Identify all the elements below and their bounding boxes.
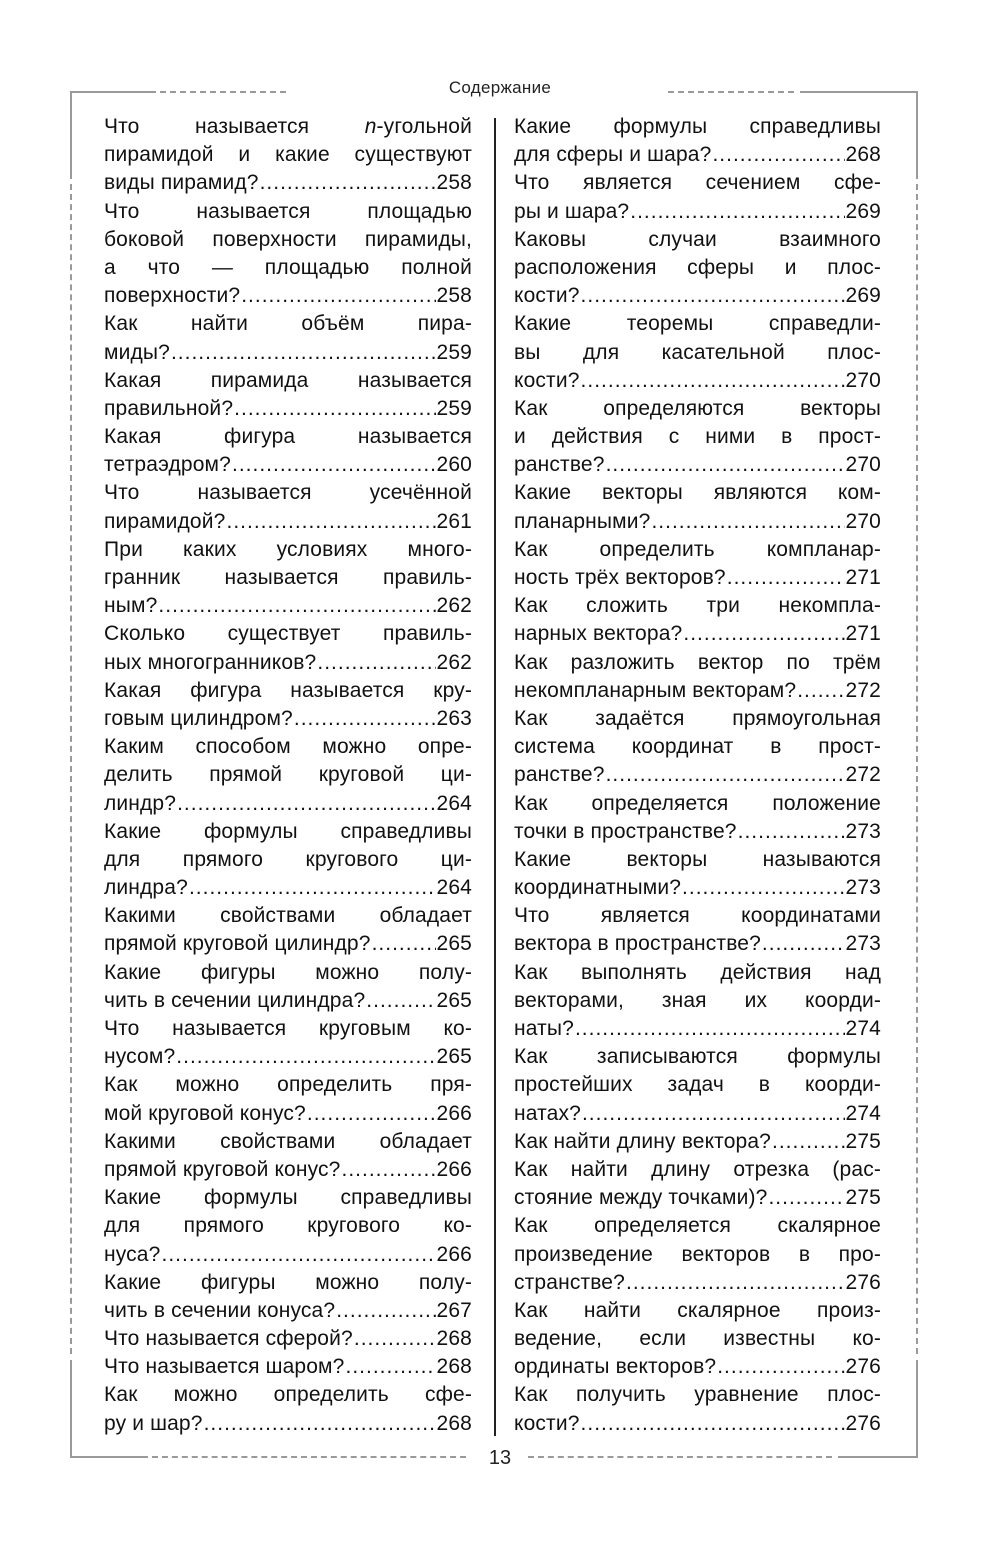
toc-entry-title: Как найти длину вектора? bbox=[514, 1129, 772, 1153]
dot-leader bbox=[772, 1128, 844, 1156]
toc-entry-title: странстве? bbox=[514, 1270, 625, 1294]
dot-leader bbox=[177, 790, 435, 818]
frame-top-left-dashed bbox=[160, 91, 286, 93]
toc-entry-page: 265 bbox=[436, 1045, 472, 1069]
toc-entry-last-line bbox=[104, 930, 472, 958]
toc-entry[interactable] bbox=[104, 1128, 472, 1184]
toc-entry[interactable] bbox=[514, 1297, 881, 1382]
toc-entry-last-line bbox=[104, 1353, 472, 1381]
toc-entry-page: 276 bbox=[845, 1270, 881, 1294]
frame-top-left-solid bbox=[70, 91, 156, 93]
toc-entry-line: Какая пирамида называется bbox=[104, 368, 472, 392]
toc-entry-title: нуса? bbox=[104, 1242, 161, 1266]
toc-entry-last-line bbox=[104, 592, 472, 620]
column-separator bbox=[494, 118, 496, 1436]
toc-entry-line: Что называется площадью bbox=[104, 199, 472, 223]
toc-entry-title: кости? bbox=[514, 368, 580, 392]
toc-entry-title: координатными? bbox=[514, 876, 682, 900]
dot-leader bbox=[161, 1241, 435, 1269]
toc-entry[interactable] bbox=[514, 705, 881, 790]
toc-entry-page: 268 bbox=[436, 1355, 472, 1379]
toc-entry-title: ность трёх векторов? bbox=[514, 566, 726, 589]
toc-entry-title: Что называется шаром? bbox=[104, 1355, 345, 1379]
toc-entry-last-line bbox=[104, 1297, 472, 1325]
toc-entry-line: Какая фигура называется bbox=[104, 425, 472, 449]
toc-entry[interactable] bbox=[514, 790, 881, 846]
toc-entry-line: Какие теоремы справедли- bbox=[514, 312, 881, 336]
dot-leader bbox=[738, 818, 845, 846]
dot-leader bbox=[581, 282, 845, 310]
toc-entry-title: прямой круговой цилиндр? bbox=[104, 932, 371, 956]
dot-leader bbox=[307, 1100, 436, 1128]
toc-entry[interactable] bbox=[104, 902, 472, 958]
toc-entry-title: линдра? bbox=[104, 876, 188, 900]
toc-entry-page: 263 bbox=[436, 706, 472, 730]
toc-entry-line: Какими свойствами обладает bbox=[104, 1129, 472, 1153]
toc-entry-last-line bbox=[104, 1241, 472, 1269]
toc-entry-line: Какие формулы справедливы bbox=[514, 115, 881, 138]
toc-entry-last-line bbox=[514, 818, 881, 846]
toc-entry-line: Сколько существует правиль- bbox=[104, 622, 472, 646]
toc-entry-line: Что называется усечённой bbox=[104, 481, 472, 505]
toc-entry-title: ординаты векторов? bbox=[514, 1355, 717, 1379]
toc-entry-page: 271 bbox=[845, 566, 881, 589]
toc-entry-line: Какие векторы называются bbox=[514, 847, 881, 871]
toc-entry-page: 265 bbox=[436, 988, 472, 1012]
toc-entry-page: 270 bbox=[845, 509, 881, 533]
dot-leader bbox=[762, 930, 845, 958]
toc-entry[interactable] bbox=[104, 310, 472, 366]
toc-right-column bbox=[514, 113, 881, 1438]
toc-entry-title: ных многогранников? bbox=[104, 650, 317, 674]
dot-leader bbox=[354, 1325, 436, 1353]
toc-entry-last-line bbox=[104, 987, 472, 1015]
toc-entry-last-line bbox=[514, 367, 881, 395]
toc-entry-page: 273 bbox=[845, 932, 881, 956]
dot-leader bbox=[712, 141, 844, 169]
dot-leader bbox=[294, 705, 436, 733]
page-number: 13 bbox=[488, 1447, 512, 1469]
toc-entry[interactable] bbox=[514, 536, 881, 592]
toc-entry-title: ру и шар? bbox=[104, 1411, 203, 1435]
toc-entry[interactable] bbox=[514, 226, 881, 311]
toc-entry-page: 270 bbox=[845, 368, 881, 392]
toc-entry-last-line bbox=[514, 677, 881, 705]
toc-entry-line: Какими свойствами обладает bbox=[104, 904, 472, 928]
toc-entry-line: Как определяется скалярное bbox=[514, 1214, 881, 1238]
toc-entry-page: 260 bbox=[436, 453, 472, 477]
toc-entry-line: произведение векторов в про- bbox=[514, 1242, 881, 1266]
toc-entry-line: вы для касательной плос- bbox=[514, 340, 881, 364]
dot-leader bbox=[626, 1269, 845, 1297]
dot-leader bbox=[727, 564, 845, 592]
dot-leader bbox=[171, 339, 436, 367]
toc-entry-page: 266 bbox=[436, 1242, 472, 1266]
toc-entry-line: Как сложить три некомпла- bbox=[514, 594, 881, 618]
toc-entry-title: некомпланарным векторам? bbox=[514, 678, 797, 702]
toc-entry-line: Что является сечением сфе- bbox=[514, 171, 881, 195]
toc-entry-page: 264 bbox=[436, 791, 472, 815]
toc-entry-page: 259 bbox=[436, 396, 472, 420]
page-header-title: Содержание bbox=[448, 78, 552, 97]
toc-entry-title: для сферы и шара? bbox=[514, 143, 712, 167]
toc-entry-last-line bbox=[514, 620, 881, 648]
toc-entry-line: делить прямой круговой ци- bbox=[104, 763, 472, 787]
toc-entry-page: 275 bbox=[845, 1129, 881, 1153]
toc-entry-page: 262 bbox=[436, 650, 472, 674]
dot-leader bbox=[797, 677, 844, 705]
toc-entry-line: Какие векторы являются ком- bbox=[514, 481, 881, 505]
toc-entry[interactable] bbox=[514, 846, 881, 902]
toc-entry-title: мой круговой конус? bbox=[104, 1101, 306, 1125]
toc-entry-page: 261 bbox=[436, 509, 472, 533]
toc-entry-line: Как выполнять действия над bbox=[514, 960, 881, 984]
toc-entry-line: Как задаётся прямоугольная bbox=[514, 706, 881, 730]
toc-entry-line: Как разложить вектор по трём bbox=[514, 650, 881, 674]
toc-entry[interactable] bbox=[104, 733, 472, 818]
toc-entry-title: пирамидой? bbox=[104, 509, 226, 533]
toc-entry-line: Каковы случаи взаимного bbox=[514, 227, 881, 251]
toc-entry-last-line bbox=[104, 1100, 472, 1128]
toc-entry-title: правильной? bbox=[104, 396, 234, 420]
toc-entry-page: 274 bbox=[845, 1017, 881, 1040]
toc-entry-last-line bbox=[514, 141, 881, 169]
toc-entry[interactable] bbox=[104, 1353, 472, 1381]
toc-entry[interactable] bbox=[514, 1043, 881, 1128]
toc-entry-page: 258 bbox=[436, 171, 472, 195]
toc-entry-line: Что называется n-угольной bbox=[104, 115, 472, 138]
toc-entry-last-line bbox=[104, 451, 472, 479]
toc-entry[interactable] bbox=[514, 1381, 881, 1437]
toc-entry-line: При каких условиях много- bbox=[104, 537, 472, 561]
toc-entry-title: кости? bbox=[514, 284, 580, 308]
toc-entry-page: 264 bbox=[436, 876, 472, 900]
toc-entry-line: векторами, зная их коорди- bbox=[514, 988, 881, 1012]
toc-entry-title: стояние между точками)? bbox=[514, 1186, 768, 1210]
toc-entry-line: и действия с ними в прост- bbox=[514, 425, 881, 449]
toc-entry-last-line bbox=[104, 649, 472, 677]
toc-entry-last-line bbox=[514, 930, 881, 958]
toc-entry-last-line bbox=[104, 705, 472, 733]
dot-leader bbox=[581, 1410, 845, 1438]
dot-leader bbox=[345, 1353, 435, 1381]
toc-entry[interactable] bbox=[104, 1071, 472, 1127]
toc-entry[interactable] bbox=[514, 395, 881, 480]
toc-entry-title: нарных вектора? bbox=[514, 622, 683, 646]
toc-entry-last-line bbox=[514, 451, 881, 479]
toc-entry-last-line bbox=[514, 761, 881, 789]
toc-entry-line: Какие фигуры можно полу- bbox=[104, 1270, 472, 1294]
toc-entry-page: 268 bbox=[845, 143, 881, 167]
dot-leader bbox=[260, 169, 436, 197]
toc-entry-page: 259 bbox=[436, 340, 472, 364]
toc-entry[interactable] bbox=[104, 367, 472, 423]
toc-entry-last-line bbox=[514, 282, 881, 310]
toc-entry-last-line bbox=[104, 1156, 472, 1184]
toc-entry-page: 271 bbox=[845, 622, 881, 646]
dot-leader bbox=[158, 592, 435, 620]
toc-entry-page: 274 bbox=[845, 1101, 881, 1125]
toc-entry[interactable] bbox=[104, 423, 472, 479]
toc-entry[interactable] bbox=[514, 592, 881, 648]
toc-entry-last-line bbox=[104, 1410, 472, 1438]
dot-leader bbox=[682, 874, 844, 902]
toc-entry-title: кости? bbox=[514, 1411, 580, 1435]
toc-entry-last-line bbox=[104, 282, 472, 310]
toc-entry-page: 273 bbox=[845, 876, 881, 900]
toc-entry-title: виды пирамид? bbox=[104, 171, 259, 195]
toc-entry[interactable] bbox=[104, 677, 472, 733]
dot-leader bbox=[582, 1100, 845, 1128]
toc-entry-page: 262 bbox=[436, 594, 472, 618]
dot-leader bbox=[683, 620, 844, 648]
toc-entry-last-line bbox=[104, 874, 472, 902]
toc-entry-last-line bbox=[514, 508, 881, 536]
toc-entry-line: Какие фигуры можно полу- bbox=[104, 960, 472, 984]
dot-leader bbox=[226, 508, 435, 536]
toc-entry-page: 258 bbox=[436, 284, 472, 308]
toc-entry-line: Какие формулы справедливы bbox=[104, 819, 472, 843]
dot-leader bbox=[204, 1410, 436, 1438]
dot-leader bbox=[768, 1184, 844, 1212]
toc-entry-title: миды? bbox=[104, 340, 170, 364]
toc-entry-page: 272 bbox=[845, 763, 881, 787]
toc-entry-title: ранстве? bbox=[514, 453, 605, 477]
toc-entry-line: система координат в прост- bbox=[514, 735, 881, 759]
toc-entry-line: Как найти скалярное произ- bbox=[514, 1298, 881, 1322]
toc-entry-title: нусом? bbox=[104, 1045, 176, 1069]
toc-entry-last-line bbox=[514, 198, 881, 226]
toc-entry-title: планарными? bbox=[514, 509, 651, 533]
toc-entry-line: а что — площадью полной bbox=[104, 255, 472, 279]
dot-leader bbox=[606, 451, 845, 479]
toc-entry[interactable] bbox=[514, 1212, 881, 1297]
toc-entry-last-line bbox=[104, 339, 472, 367]
toc-entry-line: Как определяются векторы bbox=[514, 396, 881, 420]
toc-entry-page: 266 bbox=[436, 1157, 472, 1181]
frame-right-dashed bbox=[916, 184, 918, 1354]
toc-entry[interactable] bbox=[104, 959, 472, 1015]
toc-entry-page: 268 bbox=[436, 1327, 472, 1351]
dot-leader bbox=[366, 987, 435, 1015]
toc-entry-page: 265 bbox=[436, 932, 472, 956]
toc-entry-title: точки в пространстве? bbox=[514, 819, 737, 843]
toc-entry[interactable] bbox=[514, 113, 881, 169]
toc-entry-title: прямой круговой конус? bbox=[104, 1157, 341, 1181]
toc-entry-title: ранстве? bbox=[514, 763, 605, 787]
toc-entry-title: натах? bbox=[514, 1101, 581, 1125]
toc-entry-line: для прямого кругового ко- bbox=[104, 1214, 472, 1238]
toc-entry-last-line bbox=[104, 1043, 472, 1071]
toc-entry[interactable] bbox=[104, 113, 472, 198]
toc-entry-last-line bbox=[104, 508, 472, 536]
toc-entry-last-line bbox=[514, 1128, 881, 1156]
toc-entry[interactable] bbox=[104, 1269, 472, 1325]
toc-entry-last-line bbox=[104, 1325, 472, 1353]
toc-entry[interactable] bbox=[104, 198, 472, 311]
toc-entry-line: Как найти объём пира- bbox=[104, 312, 472, 336]
toc-entry-title: линдр? bbox=[104, 791, 177, 815]
dot-leader bbox=[575, 1015, 845, 1043]
toc-entry-last-line bbox=[514, 1015, 881, 1043]
toc-entry-last-line bbox=[104, 790, 472, 818]
dot-leader bbox=[176, 1043, 435, 1071]
toc-entry[interactable] bbox=[104, 479, 472, 535]
frame-right-bottom-solid bbox=[916, 1360, 918, 1458]
toc-entry-page: 266 bbox=[436, 1101, 472, 1125]
toc-entry-title: ры и шара? bbox=[514, 199, 630, 223]
toc-entry-title: тетраэдром? bbox=[104, 453, 231, 477]
dot-leader bbox=[241, 282, 435, 310]
toc-entry-line: Какие формулы справедливы bbox=[104, 1186, 472, 1210]
toc-entry-last-line bbox=[514, 1100, 881, 1128]
toc-entry[interactable] bbox=[514, 1156, 881, 1212]
toc-entry[interactable] bbox=[514, 479, 881, 535]
toc-entry-line: Каким способом можно опре- bbox=[104, 735, 472, 759]
toc-entry-line: пирамидой и какие существуют bbox=[104, 143, 472, 167]
toc-entry-line: для прямого кругового ци- bbox=[104, 847, 472, 871]
dot-leader bbox=[189, 874, 436, 902]
toc-entry-line: Как можно определить сфе- bbox=[104, 1383, 472, 1407]
toc-entry[interactable] bbox=[104, 1381, 472, 1437]
frame-top-right-solid bbox=[800, 91, 918, 93]
toc-entry[interactable] bbox=[514, 1128, 881, 1156]
toc-entry-line: простейших задач в коорди- bbox=[514, 1073, 881, 1097]
toc-entry[interactable] bbox=[104, 620, 472, 676]
toc-entry[interactable] bbox=[514, 169, 881, 225]
toc-entry-page: 276 bbox=[845, 1355, 881, 1379]
toc-entry-line: Как получить уравнение плос- bbox=[514, 1383, 881, 1407]
toc-entry-page: 276 bbox=[845, 1411, 881, 1435]
toc-entry-last-line bbox=[514, 1410, 881, 1438]
dot-leader bbox=[317, 649, 435, 677]
toc-entry-last-line bbox=[514, 564, 881, 592]
toc-entry-title: Что называется сферой? bbox=[104, 1327, 353, 1351]
toc-entry-title: вектора в пространстве? bbox=[514, 932, 761, 956]
toc-entry-last-line bbox=[514, 874, 881, 902]
toc-entry-page: 268 bbox=[436, 1411, 472, 1435]
toc-entry-title: ным? bbox=[104, 594, 158, 618]
toc-entry[interactable] bbox=[514, 649, 881, 705]
toc-entry-page: 273 bbox=[845, 819, 881, 843]
frame-right-top-solid bbox=[916, 91, 918, 179]
toc-entry[interactable] bbox=[104, 1184, 472, 1269]
toc-entry[interactable] bbox=[104, 818, 472, 903]
frame-left-top-solid bbox=[70, 91, 72, 179]
toc-entry-page: 267 bbox=[436, 1298, 472, 1322]
toc-entry-page: 272 bbox=[845, 678, 881, 702]
dot-leader bbox=[581, 367, 845, 395]
dot-leader bbox=[651, 508, 844, 536]
dot-leader bbox=[336, 1297, 435, 1325]
dot-leader bbox=[717, 1353, 844, 1381]
dot-leader bbox=[341, 1156, 435, 1184]
toc-entry[interactable] bbox=[104, 1325, 472, 1353]
toc-entry-line: Как найти длину отрезка (рас- bbox=[514, 1157, 881, 1181]
toc-left-column bbox=[104, 113, 472, 1438]
toc-entry-title: говым цилиндром? bbox=[104, 706, 293, 730]
toc-entry-last-line bbox=[104, 395, 472, 423]
toc-entry-title: поверхности? bbox=[104, 284, 241, 308]
toc-entry[interactable] bbox=[104, 536, 472, 621]
toc-entry-title: чить в сечении цилиндра? bbox=[104, 988, 366, 1012]
toc-entry-line: Какая фигура называется кру- bbox=[104, 678, 472, 702]
toc-entry[interactable] bbox=[514, 959, 881, 1044]
toc-entry-page: 275 bbox=[845, 1186, 881, 1210]
toc-entry-last-line bbox=[104, 169, 472, 197]
dot-leader bbox=[606, 761, 845, 789]
toc-entry-line: расположения сферы и плос- bbox=[514, 255, 881, 279]
toc-entry-last-line bbox=[514, 1269, 881, 1297]
toc-entry-line: Как определяется положение bbox=[514, 791, 881, 815]
toc-entry-title: чить в сечении конуса? bbox=[104, 1298, 336, 1322]
toc-entry-last-line bbox=[514, 1353, 881, 1381]
toc-entry-page: 269 bbox=[845, 199, 881, 223]
toc-entry-line: Как записываются формулы bbox=[514, 1045, 881, 1069]
frame-left-bottom-solid bbox=[70, 1360, 72, 1458]
dot-leader bbox=[372, 930, 436, 958]
toc-entry-line: Как определить компланар- bbox=[514, 537, 881, 561]
toc-entry[interactable] bbox=[514, 902, 881, 958]
toc-entry[interactable] bbox=[514, 310, 881, 395]
toc-entry-line: боковой поверхности пирамиды, bbox=[104, 227, 472, 251]
dot-leader bbox=[232, 451, 436, 479]
dot-leader bbox=[630, 198, 844, 226]
toc-entry-line: ведение, если известны ко- bbox=[514, 1327, 881, 1351]
toc-entry-last-line bbox=[514, 1184, 881, 1212]
toc-entry-page: 269 bbox=[845, 284, 881, 308]
frame-left-dashed bbox=[70, 184, 72, 1354]
toc-entry-line: Что называется круговым ко- bbox=[104, 1017, 472, 1040]
toc-entry-page: 270 bbox=[845, 453, 881, 477]
frame-top-right-dashed bbox=[668, 91, 794, 93]
toc-entry-line: Как можно определить пря- bbox=[104, 1073, 472, 1097]
toc-entry-title: наты? bbox=[514, 1017, 574, 1040]
toc-entry-line: Что является координатами bbox=[514, 904, 881, 928]
toc-entry[interactable] bbox=[104, 1015, 472, 1071]
dot-leader bbox=[234, 395, 435, 423]
toc-entry-line: гранник называется правиль- bbox=[104, 566, 472, 589]
